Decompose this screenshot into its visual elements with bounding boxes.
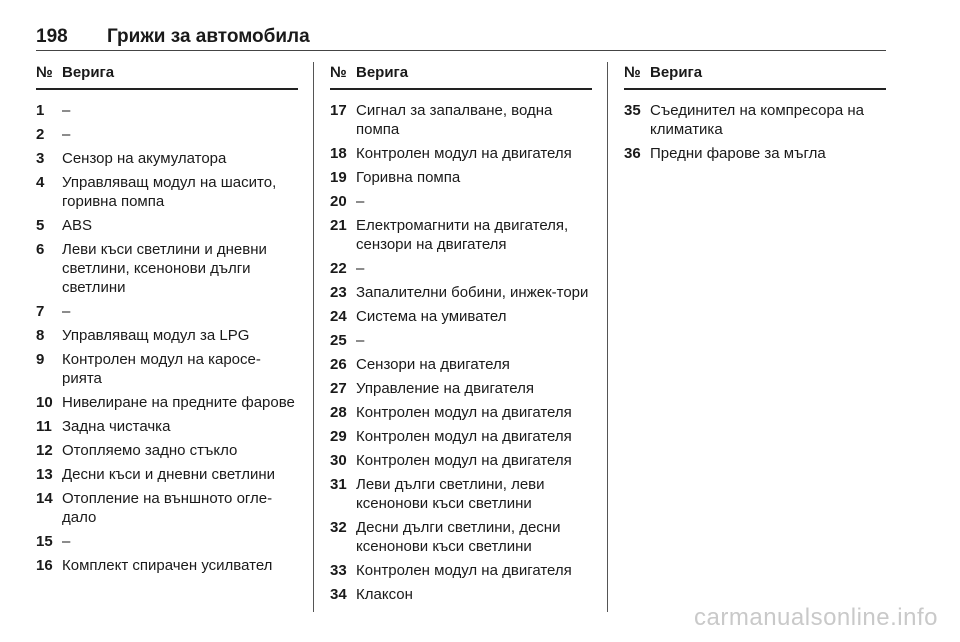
fuse-number: 33	[330, 562, 347, 579]
table-row	[330, 427, 592, 446]
table-row	[624, 101, 886, 139]
circuit-description: Електромагнити на двигателя, сензори на двигателя	[356, 217, 569, 253]
circuit-description: Леви къси светлини и дневни светлини, ксенонови дълги светлини	[62, 241, 267, 296]
table-row	[36, 302, 298, 321]
fuse-number: 23	[330, 284, 347, 301]
fuse-table-column-1	[36, 64, 298, 575]
circuit-description: Комплект спирачен усилвател	[62, 557, 273, 574]
fuse-number: 1	[36, 102, 45, 119]
fuse-number: 32	[330, 519, 347, 536]
fuse-number: 9	[36, 351, 45, 368]
circuit-description: Предни фарове за мъгла	[650, 145, 826, 162]
circuit-description: Отопление на външното огле-дало	[62, 490, 273, 526]
column-divider	[607, 62, 608, 612]
circuit-description: –	[356, 332, 365, 349]
table-row	[36, 101, 298, 120]
circuit-description: Контролен модул на двигателя	[356, 145, 572, 162]
page-title: Грижи за автомобила	[107, 26, 310, 47]
table-row	[36, 125, 298, 144]
table-row	[36, 489, 298, 527]
fuse-number: 31	[330, 476, 347, 493]
fuse-number: 4	[36, 174, 45, 191]
fuse-list	[624, 90, 886, 163]
table-row	[330, 168, 592, 187]
table-row	[36, 149, 298, 168]
table-row	[330, 451, 592, 470]
circuit-description: Десни дълги светлини, десни ксенонови къси светлини	[356, 519, 561, 555]
table-row	[36, 240, 298, 297]
circuit-description: Съединител на компресора на климатика	[650, 102, 864, 138]
fuse-number: 21	[330, 217, 347, 234]
fuse-number: 27	[330, 380, 347, 397]
circuit-description: Управляващ модул за LPG	[62, 327, 250, 344]
table-row	[330, 101, 592, 139]
fuse-number: 7	[36, 303, 45, 320]
table-row	[36, 417, 298, 436]
header-label: Верига	[650, 64, 703, 81]
fuse-number: 22	[330, 260, 347, 277]
fuse-number: 11	[36, 418, 52, 435]
table-header	[624, 64, 886, 90]
fuse-list	[330, 90, 592, 604]
fuse-number: 34	[330, 586, 347, 603]
fuse-number: 18	[330, 145, 347, 162]
fuse-number: 5	[36, 217, 45, 234]
table-row	[330, 259, 592, 278]
table-row	[330, 331, 592, 350]
fuse-number: 17	[330, 102, 347, 119]
table-row	[330, 192, 592, 211]
table-row	[624, 144, 886, 163]
fuse-number: 29	[330, 428, 347, 445]
circuit-description: –	[356, 193, 365, 210]
fuse-number: 36	[624, 145, 641, 162]
table-header	[36, 64, 298, 90]
circuit-description: ABS	[62, 217, 93, 234]
fuse-number: 2	[36, 126, 45, 143]
table-row	[330, 283, 592, 302]
circuit-description: Контролен модул на двигателя	[356, 404, 572, 421]
fuse-table-column-2	[330, 64, 592, 604]
page-number: 198	[36, 26, 68, 47]
fuse-number: 26	[330, 356, 347, 373]
circuit-description: Контролен модул на двигателя	[356, 428, 572, 445]
table-header	[330, 64, 592, 90]
circuit-description: –	[62, 533, 71, 550]
circuit-description: Клаксон	[356, 586, 413, 603]
circuit-description: Система на умивател	[356, 308, 507, 325]
fuse-number: 10	[36, 394, 53, 411]
table-row	[36, 465, 298, 484]
circuit-description: Леви дълги светлини, леви ксенонови къси светлини	[356, 476, 545, 512]
circuit-description: –	[62, 126, 71, 143]
circuit-description: Сигнал за запалване, водна помпа	[356, 102, 553, 138]
header-label: Верига	[62, 64, 115, 81]
fuse-number: 28	[330, 404, 347, 421]
fuse-number: 35	[624, 102, 641, 119]
circuit-description: Сензори на двигателя	[356, 356, 510, 373]
fuse-list	[36, 90, 298, 575]
table-row	[36, 441, 298, 460]
circuit-description: –	[356, 260, 365, 277]
table-row	[330, 144, 592, 163]
fuse-number: 15	[36, 533, 53, 550]
fuse-number: 25	[330, 332, 347, 349]
header-label: Верига	[356, 64, 409, 81]
header-num: №	[36, 64, 53, 81]
circuit-description: Запалителни бобини, инжек-тори	[356, 284, 589, 301]
fuse-number: 24	[330, 308, 347, 325]
fuse-number: 6	[36, 241, 45, 258]
circuit-description: Горивна помпа	[356, 169, 461, 186]
column-divider	[313, 62, 314, 612]
page-header	[36, 24, 886, 51]
header-num: №	[330, 64, 347, 81]
table-row	[330, 216, 592, 254]
circuit-description: Контролен модул на двигателя	[356, 562, 572, 579]
table-row	[36, 326, 298, 345]
table-row	[330, 518, 592, 556]
table-row	[36, 173, 298, 211]
table-row	[330, 403, 592, 422]
circuit-description: Управляващ модул на шасито, горивна помпа	[62, 174, 277, 210]
table-row	[330, 355, 592, 374]
circuit-description: –	[62, 102, 71, 119]
circuit-description: Контролен модул на двигателя	[356, 452, 572, 469]
circuit-description: Отопляемо задно стъкло	[62, 442, 238, 459]
table-row	[36, 350, 298, 388]
fuse-number: 19	[330, 169, 347, 186]
fuse-number: 3	[36, 150, 45, 167]
table-row	[36, 216, 298, 235]
circuit-description: Нивелиране на предните фарове	[62, 394, 295, 411]
table-row	[330, 379, 592, 398]
fuse-number: 16	[36, 557, 53, 574]
table-row	[330, 307, 592, 326]
fuse-number: 30	[330, 452, 347, 469]
table-row	[330, 475, 592, 513]
circuit-description: Контролен модул на каросе-рията	[62, 351, 261, 387]
circuit-description: Задна чистачка	[62, 418, 171, 435]
fuse-number: 13	[36, 466, 53, 483]
fuse-number: 8	[36, 327, 45, 344]
circuit-description: –	[62, 303, 71, 320]
circuit-description: Сензор на акумулатора	[62, 150, 227, 167]
circuit-description: Десни къси и дневни светлини	[62, 466, 276, 483]
fuse-number: 14	[36, 490, 53, 507]
table-row	[330, 561, 592, 580]
table-row	[36, 393, 298, 412]
table-row	[36, 532, 298, 551]
table-row	[330, 585, 592, 604]
circuit-description: Управление на двигателя	[356, 380, 535, 397]
fuse-number: 20	[330, 193, 347, 210]
header-num: №	[624, 64, 641, 81]
fuse-table-column-3	[624, 64, 886, 163]
watermark: carmanualsonline.info	[694, 604, 938, 631]
table-row	[36, 556, 298, 575]
fuse-number: 12	[36, 442, 53, 459]
